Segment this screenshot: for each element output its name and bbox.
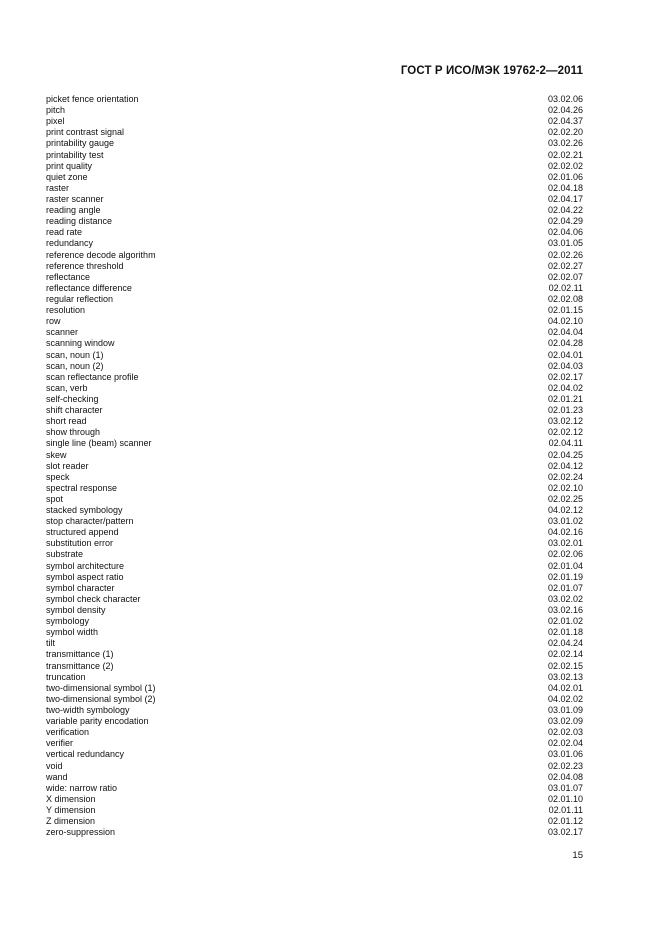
index-row [46,450,583,461]
index-code: 02.01.18 [547,627,583,638]
index-term: two-width symbology [46,705,130,716]
index-code: 03.01.05 [547,238,583,249]
index-term: quiet zone [46,171,88,182]
index-row [46,649,583,660]
index-code: 04.02.01 [547,682,583,693]
index-code: 02.04.26 [547,105,583,116]
index-row [46,616,583,627]
index-code: 02.04.03 [547,360,583,371]
index-term: scanner [46,327,79,338]
index-code: 03.01.02 [547,516,583,527]
index-row [46,427,583,438]
index-row [46,161,583,172]
index-code: 02.01.04 [547,560,583,571]
index-term: scan, verb [46,382,88,393]
index-code: 02.01.06 [547,171,583,182]
index-row [46,638,583,649]
index-row [46,761,583,772]
index-code: 02.04.29 [547,216,583,227]
index-term: transmittance (2) [46,660,114,671]
index-row [46,661,583,672]
index-term: skew [46,449,67,460]
index-term: symbol density [46,605,106,616]
index-code: 02.02.07 [547,271,583,282]
index-row [46,694,583,705]
index-term: slot reader [46,460,89,471]
index-code: 02.04.04 [547,327,583,338]
index-row [46,738,583,749]
index-term: stop character/pattern [46,516,134,527]
index-term: substrate [46,549,84,560]
index-row [46,549,583,560]
index-row [46,583,583,594]
index-term: wide: narrow ratio [46,782,118,793]
index-row [46,194,583,205]
index-row [46,305,583,316]
index-code: 02.01.10 [547,793,583,804]
index-code: 02.02.26 [547,249,583,260]
index-term: Y dimension [46,805,96,815]
index-term: structured append [46,527,119,538]
index-code: 03.01.09 [547,705,583,716]
index-term: X dimension [46,793,96,804]
index-code: 02.04.25 [547,449,583,460]
index-term: substitution error [46,538,114,549]
index-row [46,383,583,394]
index-code: 02.01.15 [547,305,583,316]
index-code: 02.02.20 [547,127,583,138]
document-header: ГОСТ Р ИСО/МЭК 19762-2—2011 [400,65,583,77]
index-row [46,505,583,516]
index-row [46,138,583,149]
index-term: scan, noun (2) [46,360,104,371]
index-row [46,672,583,683]
index-term: picket fence orientation [46,94,139,104]
index-row [46,494,583,505]
index-row [46,716,583,727]
index-code: 02.04.22 [547,205,583,216]
index-code: 03.02.09 [547,716,583,727]
index-row [46,461,583,472]
index-code: 02.02.11 [548,282,583,293]
index-code: 03.02.12 [547,416,583,427]
index-code: 02.04.11 [548,438,583,449]
index-row [46,827,583,838]
index-code: 02.02.14 [547,649,583,660]
index-term: symbol character [46,582,115,593]
index-term: Z dimension [46,816,96,827]
index-term: truncation [46,671,86,682]
index-row [46,316,583,327]
index-code: 02.01.07 [547,582,583,593]
index-row [46,116,583,127]
index-term: printability gauge [46,138,115,149]
index-row [46,394,583,405]
index-row [46,572,583,583]
index-row [46,783,583,794]
index-code: 02.04.01 [547,349,583,360]
index-code: 02.01.21 [547,393,583,404]
index-code: 02.04.02 [547,382,583,393]
index-row [46,205,583,216]
index-term: symbol aspect ratio [46,571,124,582]
index-code: 04.02.16 [547,527,583,538]
index-code: 02.02.10 [547,482,583,493]
index-code: 02.01.02 [547,616,583,627]
index-term: zero-suppression [46,827,116,838]
index-term: reference threshold [46,260,124,271]
index-row [46,561,583,572]
index-term: spectral response [46,482,118,493]
index-row [46,94,583,105]
index-row [46,805,583,816]
index-term: verification [46,727,90,738]
index-code: 02.04.17 [547,193,583,204]
index-row [46,338,583,349]
index-code: 02.02.23 [547,760,583,771]
index-code: 03.02.17 [547,827,583,838]
index-row [46,594,583,605]
index-row [46,749,583,760]
index-row [46,272,583,283]
index-row [46,483,583,494]
index-term: transmittance (1) [46,649,114,660]
index-row [46,683,583,694]
index-code: 02.02.27 [547,260,583,271]
index-row [46,438,583,449]
index-code: 02.02.15 [547,660,583,671]
index-code: 02.02.03 [547,727,583,738]
index-code: 02.04.08 [547,771,583,782]
index-term: pitch [46,105,66,116]
index-row [46,294,583,305]
index-code: 02.01.11 [548,805,583,815]
index-code: 02.04.28 [547,338,583,349]
index-row [46,250,583,261]
index-term: spot [46,493,64,504]
index-row [46,727,583,738]
index-row [46,361,583,372]
index-row [46,327,583,338]
index-row [46,772,583,783]
index-term: scanning window [46,338,115,349]
index-row [46,416,583,427]
index-code: 02.02.25 [547,493,583,504]
index-term: regular reflection [46,293,114,304]
index-code: 02.04.18 [547,182,583,193]
index-row [46,183,583,194]
index-row [46,705,583,716]
index-code: 04.02.10 [547,316,583,327]
index-term: symbology [46,616,90,627]
index-term: resolution [46,305,86,316]
index-row [46,350,583,361]
index-term: tilt [46,638,55,649]
index-code: 03.02.02 [547,593,583,604]
index-row [46,227,583,238]
index-row [46,527,583,538]
index-term: single line (beam) scanner [46,438,152,449]
index-row [46,283,583,294]
index-term: two-dimensional symbol (2) [46,693,156,704]
index-code: 03.02.01 [547,538,583,549]
index-row [46,238,583,249]
index-term: symbol architecture [46,560,125,571]
index-code: 02.02.24 [547,471,583,482]
index-term: raster scanner [46,193,104,204]
page-number: 15 [572,850,583,861]
index-code: 03.01.06 [547,749,583,760]
index-code: 02.04.06 [547,227,583,238]
index-term: printability test [46,149,104,160]
index-code: 03.02.26 [547,138,583,149]
index-term: verifier [46,738,74,749]
index-code: 03.02.13 [547,671,583,682]
index-row [46,261,583,272]
index-term: reading angle [46,205,101,216]
term-index [46,94,583,838]
index-term: reflectance difference [46,282,132,293]
index-row [46,105,583,116]
index-code: 02.04.24 [547,638,583,649]
index-code: 03.01.07 [547,782,583,793]
index-code: 02.02.12 [547,427,583,438]
index-code: 03.02.06 [547,94,583,104]
index-term: symbol check character [46,593,141,604]
index-code: 02.02.17 [547,371,583,382]
index-term: reflectance [46,271,91,282]
index-term: reading distance [46,216,113,227]
index-term: speck [46,471,70,482]
index-term: shift character [46,405,103,416]
index-term: void [46,760,63,771]
index-code: 02.04.12 [547,460,583,471]
index-code: 02.02.08 [547,293,583,304]
index-row [46,605,583,616]
index-term: scan, noun (1) [46,349,104,360]
index-row [46,372,583,383]
index-row [46,127,583,138]
index-row [46,538,583,549]
index-row [46,794,583,805]
index-term: self-checking [46,393,99,404]
index-row [46,816,583,827]
index-row [46,150,583,161]
index-code: 02.02.02 [547,160,583,171]
index-term: scan reflectance profile [46,371,139,382]
index-term: variable parity encodation [46,716,149,727]
index-row [46,405,583,416]
index-term: show through [46,427,101,438]
index-term: reference decode algorithm [46,249,156,260]
index-code: 03.02.16 [547,605,583,616]
index-term: wand [46,771,68,782]
index-row [46,172,583,183]
index-code: 04.02.12 [547,505,583,516]
index-term: pixel [46,116,65,127]
index-code: 02.01.19 [547,571,583,582]
index-term: redundancy [46,238,94,249]
index-term: symbol width [46,627,99,638]
index-term: raster [46,182,70,193]
index-row [46,216,583,227]
index-row [46,472,583,483]
index-term: print contrast signal [46,127,125,138]
index-term: vertical redundancy [46,749,125,760]
index-code: 02.01.23 [547,405,583,416]
index-code: 02.02.21 [547,149,583,160]
index-term: row [46,316,61,327]
index-term: print quality [46,160,93,171]
index-term: two-dimensional symbol (1) [46,682,156,693]
index-row [46,627,583,638]
index-code: 02.02.04 [547,738,583,749]
index-code: 02.04.37 [547,116,583,127]
index-code: 02.01.12 [547,816,583,827]
index-row [46,516,583,527]
index-term: read rate [46,227,83,238]
index-code: 02.02.06 [547,549,583,560]
index-code: 04.02.02 [547,693,583,704]
index-term: short read [46,416,87,427]
index-term: stacked symbology [46,505,123,516]
